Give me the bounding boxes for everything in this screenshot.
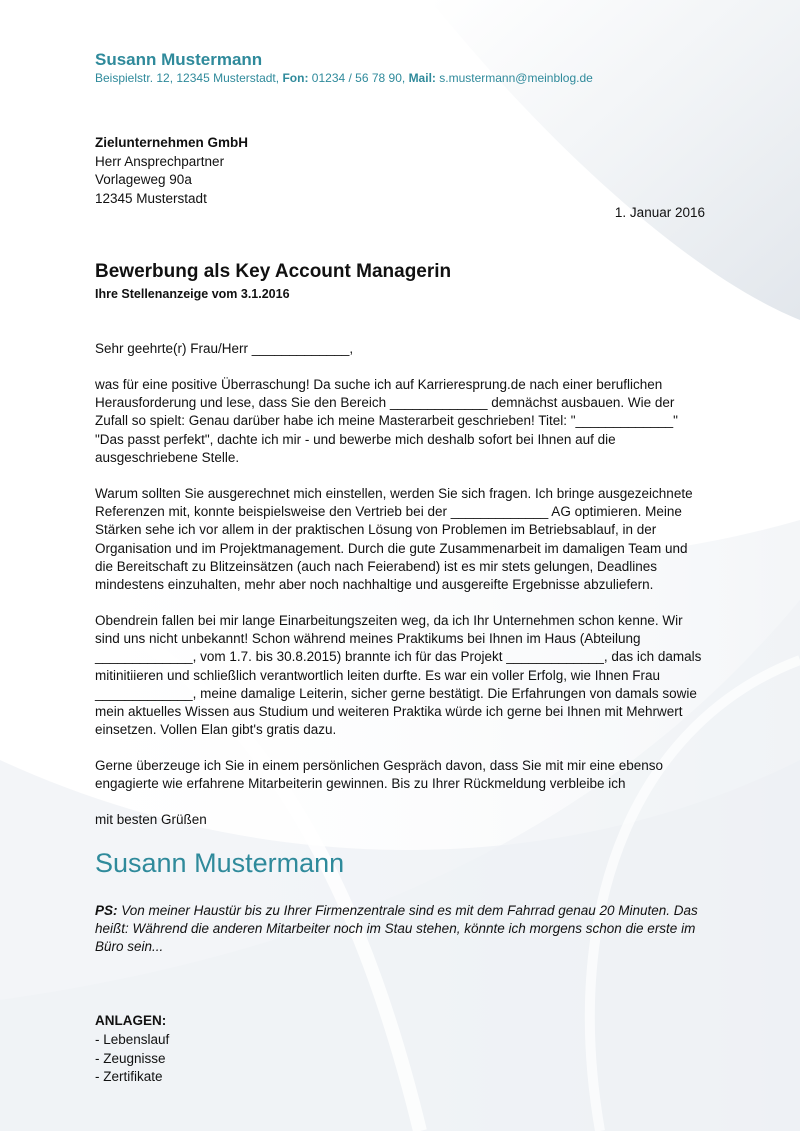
phone-label: Fon: — [282, 71, 309, 85]
recipient-company: Zielunternehmen GmbH — [95, 135, 249, 150]
paragraph-4: Gerne überzeuge ich Sie in einem persönlichen Gespräch davon, dass Sie mit mir eine ebenso engagierte wie erfahrene Mitarbeiterin gewinnen. Bis zu Ihrer Rückmeldung verbleibe ich — [95, 758, 664, 792]
sender-email: s.mustermann@meinblog.de — [439, 71, 593, 85]
ps-label: PS: — [95, 903, 118, 918]
paragraph-3: Obendrein fallen bei mir lange Einarbeitungszeiten weg, da ich Ihr Unternehmen schon kenne. Wir sind uns nicht unbekannt! Schon während meines Praktikums bei Ihnen im Haus (Abteilung _____________, vom 1.7. bis 30.8.2015) brannte ich für das Projekt _____________, das ich damals mitinitiieren und schließlich verantwortlich leiten durfte. Es war ein voller Erfolg, wie Ihnen Frau _____________, meine damalige Leiterin, sicher gerne bestätigt. Die Erfahrungen von damals sowie mein aktuelles Wissen aus Studium und weiteren Praktika würde ich gerne bei Ihnen mit Mehrwert einsetzen. Vollen Elan gibt's gratis dazu. — [95, 613, 702, 738]
mail-label: Mail: — [408, 71, 436, 85]
attachments-list — [95, 1031, 169, 1087]
ps-text: Von meiner Haustür bis zu Ihrer Firmenzentrale sind es mit dem Fahrrad genau 20 Minuten. Das heißt: Während die anderen Mitarbeiter noch im Stau stehen, könnte ich morgens schon die erste im Büro sein... — [95, 903, 698, 955]
paragraph-2: Warum sollten Sie ausgerechnet mich einstellen, werden Sie sich fragen. Ich bringe ausgezeichnete Referenzen mit, konnte beispielsweise den Vertrieb bei der _____________ AG optimieren. Meine Stärken sehe ich vor allem in der praktischen Lösung von Problemen im Betriebsablauf, in der Organisation und im Projektmanagement. Durch die gute Zusammenarbeit im damaligen Team und die Bereitschaft zu Blitzeinsätzen (auch nach Feierabend) ist es mir stets gelungen, Deadlines mindestens einzuhalten, mehr aber noch nachhaltige und ausgereifte Ergebnisse abzuliefern. — [95, 486, 693, 593]
salutation: Sehr geehrte(r) Frau/Herr _____________, — [95, 341, 354, 356]
attachment-item: - Zeugnisse — [95, 1050, 166, 1066]
attachment-item: - Lebenslauf — [95, 1032, 170, 1047]
sender-contact-line — [95, 71, 593, 85]
signature: Susann Mustermann — [95, 848, 345, 878]
attachments-heading: ANLAGEN: — [95, 1013, 167, 1028]
subject-reference: Ihre Stellenanzeige vom 3.1.2016 — [95, 287, 290, 301]
paragraph-1: was für eine positive Überraschung! Da suche ich auf Karrieresprung.de nach einer beruflichen Herausforderung und lese, dass Sie den Bereich _____________ demnächst ausbauen. Wie der Zufall so spielt: Genau darüber habe ich meine Masterarbeit geschrieben! Titel: "_____________" "Das passt perfekt", dachte ich mir - und bewerbe mich deshalb sofort bei Ihnen auf die ausgeschriebene Stelle. — [95, 377, 678, 465]
letter-date: 1. Januar 2016 — [614, 205, 705, 220]
sender-address: Beispielstr. 12, 12345 Musterstadt, — [95, 71, 280, 85]
attachment-item: - Zertifikate — [95, 1069, 163, 1084]
closing-phrase: mit besten Grüßen — [95, 812, 207, 827]
recipient-address — [95, 134, 248, 208]
subject-title: Bewerbung als Key Account Managerin — [95, 261, 452, 282]
sender-phone: 01234 / 56 78 90, — [311, 71, 406, 85]
postscript — [95, 902, 707, 957]
recipient-contact: Herr Ansprechpartner — [95, 153, 225, 169]
sender-name: Susann Mustermann — [95, 50, 263, 69]
recipient-city: 12345 Musterstadt — [95, 190, 207, 206]
recipient-street: Vorlageweg 90a — [95, 172, 192, 187]
